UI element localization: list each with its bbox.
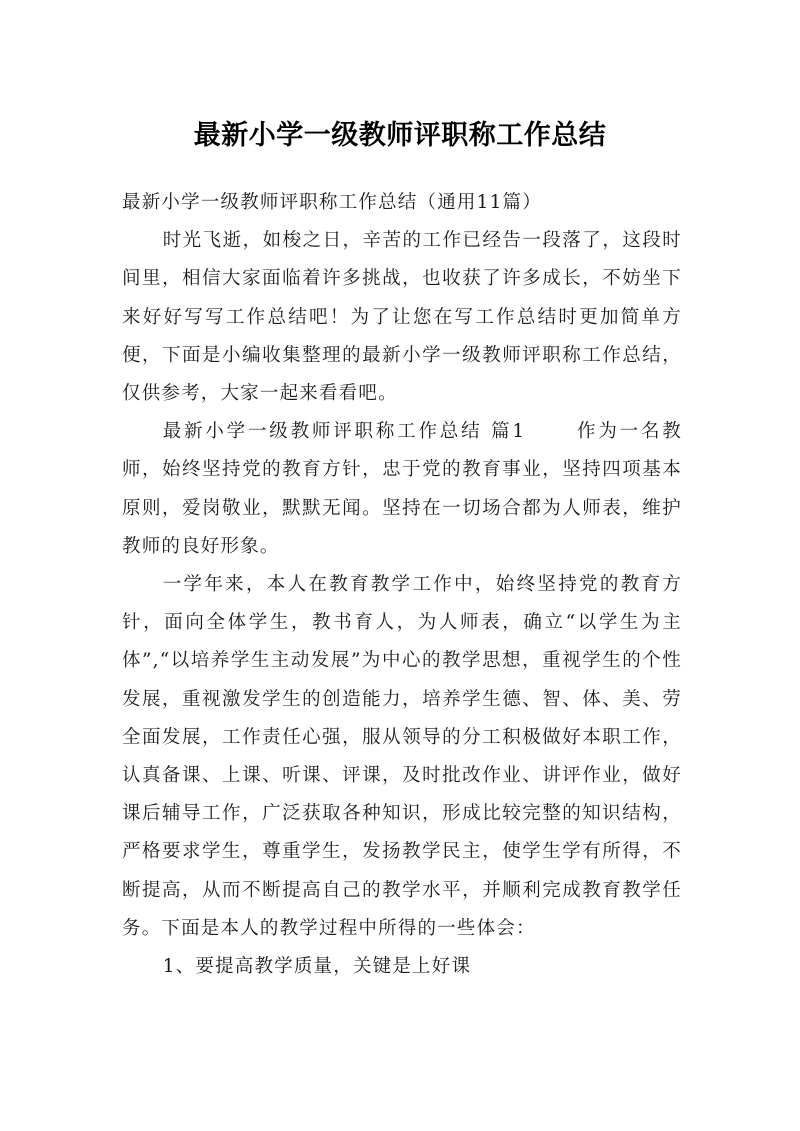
intro-paragraph: 时光飞逝，如梭之日，辛苦的工作已经告一段落了，这段时间里，相信大家面临着许多挑战，也收获了许多成长，不妨坐下来好好写写工作总结吧！为了让您在写工作总结时更加简单方便，下面是小编收集整理的最新小学一级教师评职称工作总结，仅供参考，大家一起来看看吧。 [122, 230, 682, 405]
document-body [122, 184, 682, 986]
document-title: 最新小学一级教师评职称工作总结 [193, 120, 607, 152]
section1-paragraph-2: 一学年来，本人在教育教学工作中，始终坚持党的教育方针，面向全体学生，教书育人，为人师表，确立“以学生为主体”,“以培养学生主动发展”为中心的教学思想，重视学生的个性发展，重视激发学生的创造能力，培养学生德、智、体、美、劳全面发展，工作责任心强，服从领导的分工积极做好本职工作，认真备课、上课、听课、评课，及时批改作业、讲评作业，做好课后辅导工作，广泛获取各种知识，形成比较完整的知识结构，严格要求学生，尊重学生，发扬教学民主，使学生学有所得，不断提高，从而不断提高自己的教学水平，并顺利完成教育教学任务。下面是本人的教学过程中所得的一些体会： [122, 574, 682, 939]
section1-heading: 最新小学一级教师评职称工作总结 篇1 [162, 421, 526, 443]
section1-paragraph-1-text: 作为一名教师，始终坚持党的教育方针，忠于党的教育事业，坚持四项基本原则，爱岗敬业，默默无闻。坚持在一切场合都为人师表，维护教师的良好形象。 [122, 421, 682, 557]
section1-paragraph-1 [122, 413, 682, 566]
list-item-1: 1、要提高教学质量，关键是上好课 [162, 956, 472, 978]
document-subtitle: 最新小学一级教师评职称工作总结（通用11篇） [122, 192, 542, 213]
